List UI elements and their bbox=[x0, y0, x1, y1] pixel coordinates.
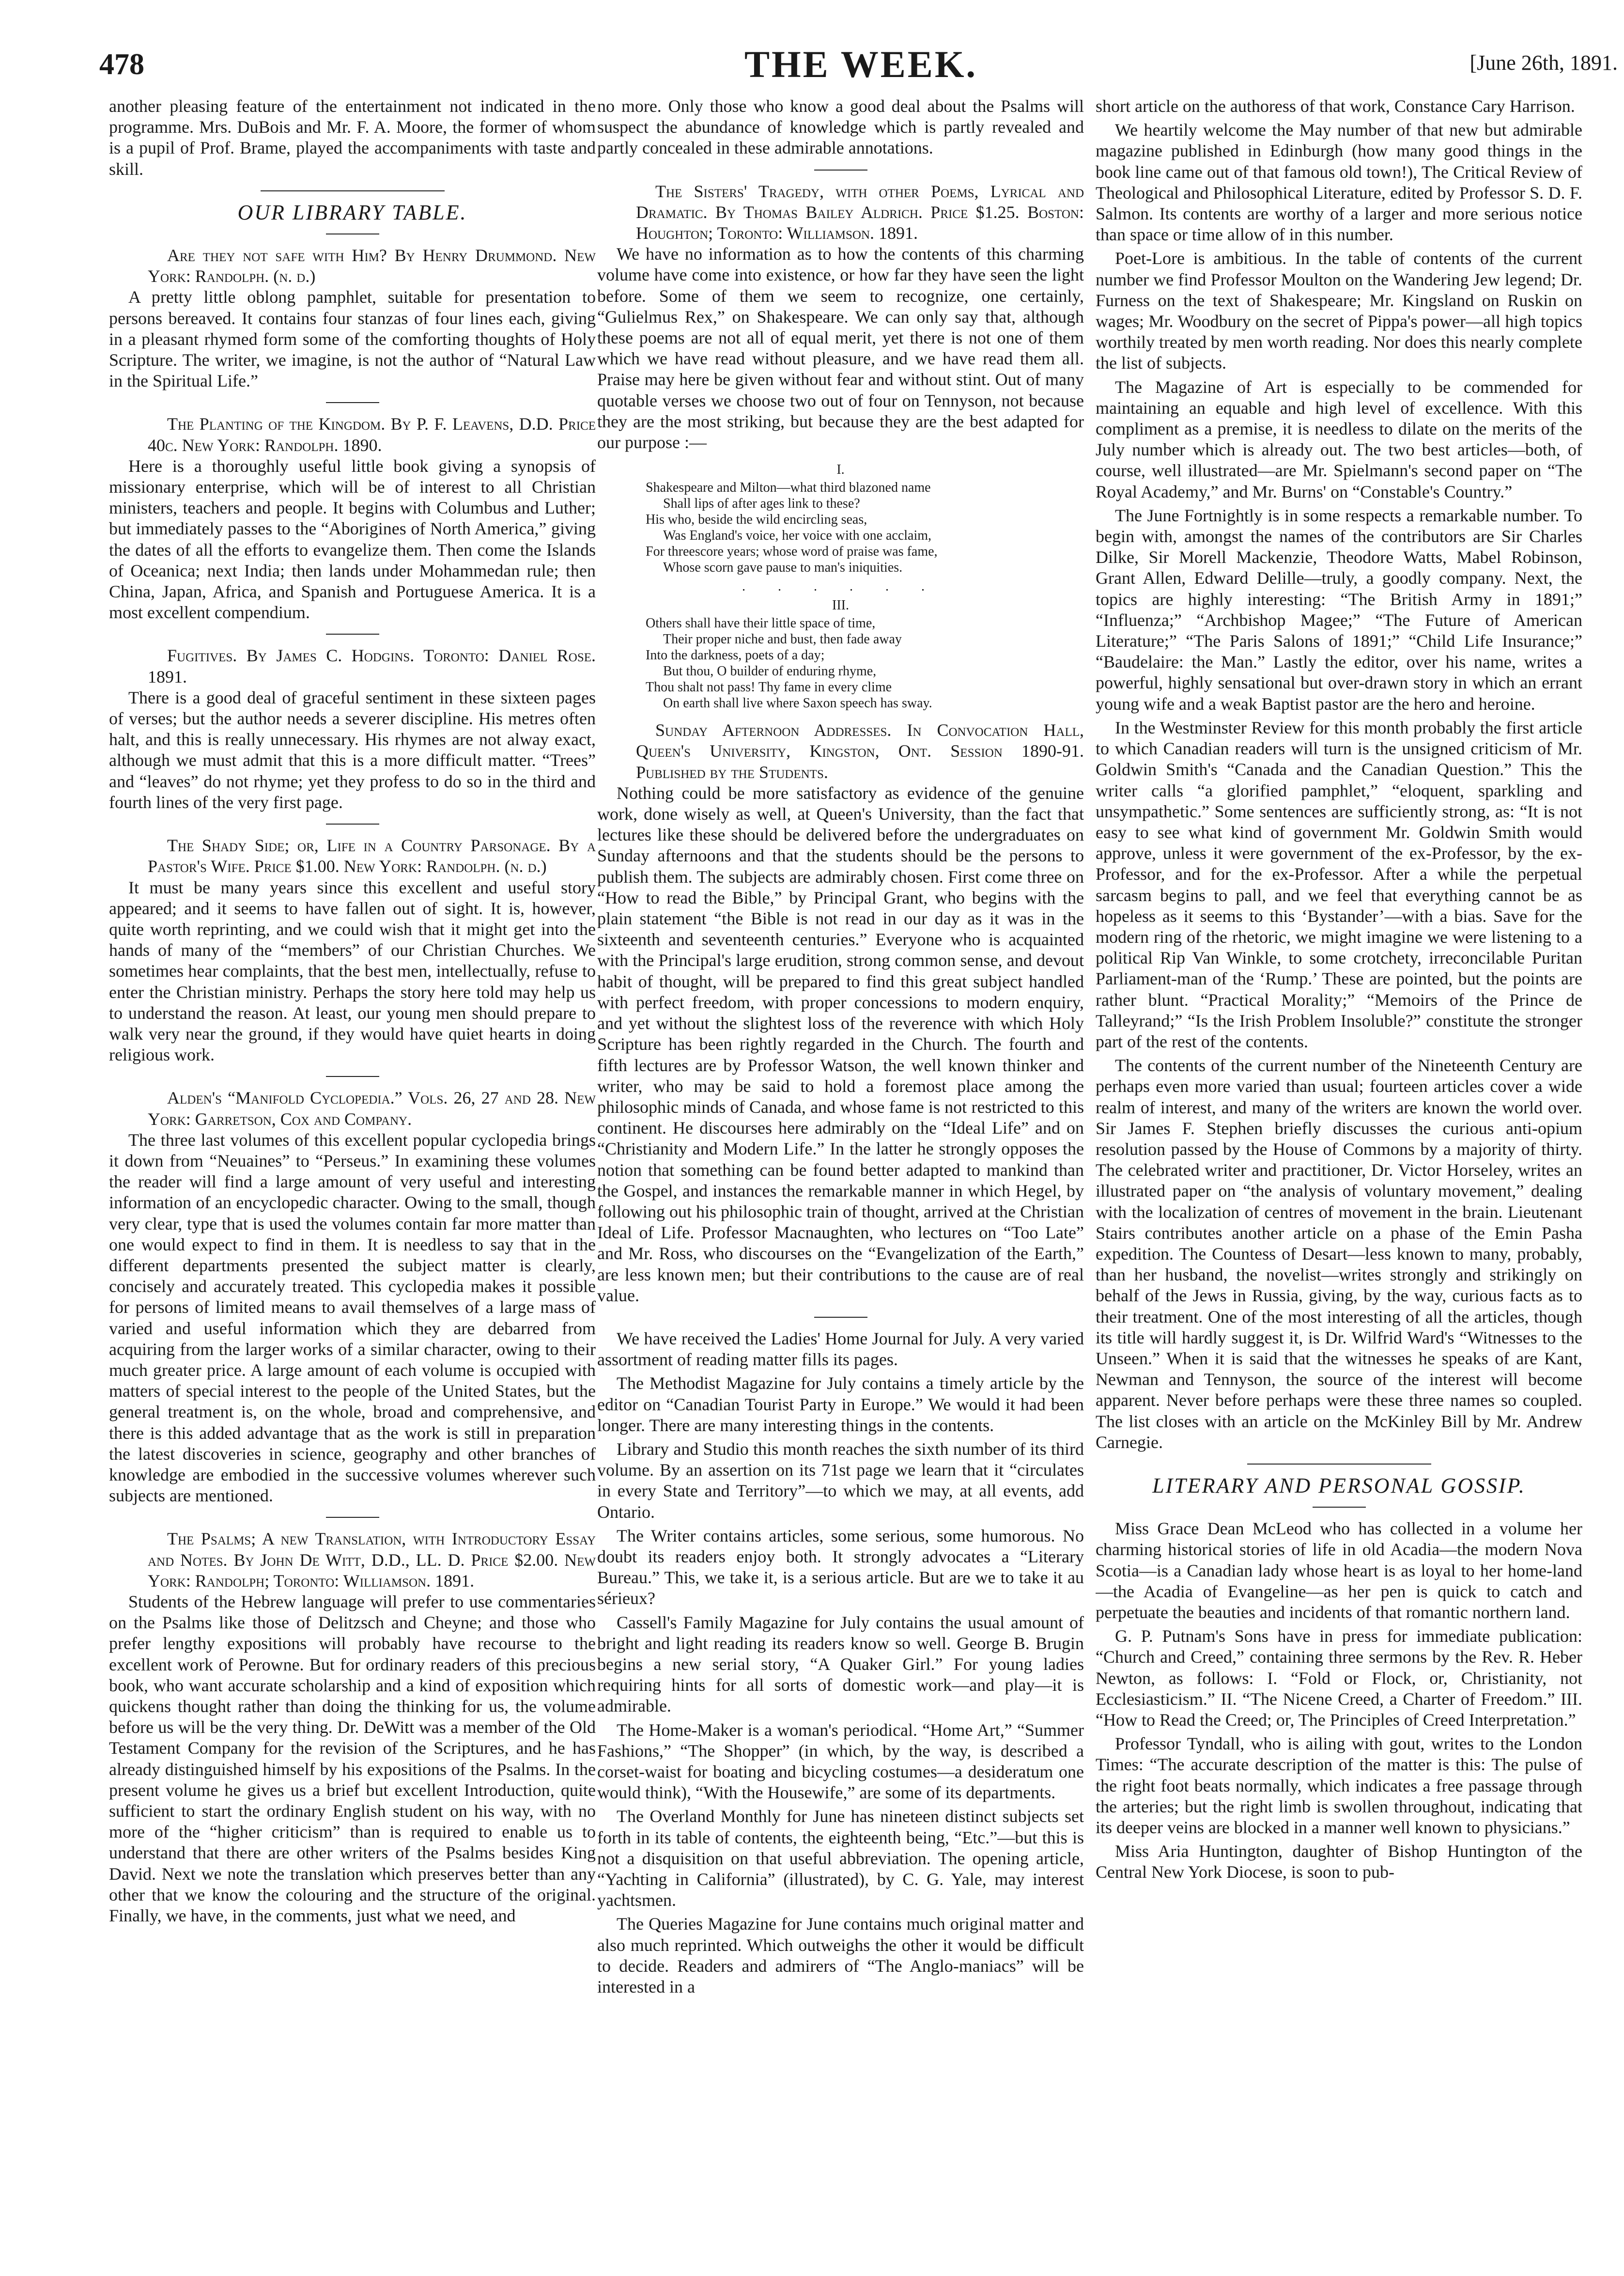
poem-line: Their proper niche and bust, then fade away bbox=[663, 632, 902, 647]
periodical-note: Poet-Lore is ambitious. In the table of contents of the current number we find Professor Moulton on the Wandering Jew legend; Dr. Furness on the text of Shakespeare; Mr. Kingsland on Ruskin on wages; Mr. Woodbury on the secret of Pippa's power—all high topics worthily treated by men worth reading. Nor does this nearly complete the list of subjects. bbox=[1096, 249, 1582, 373]
review-head: The Planting of the Kingdom. By P. F. Leavens, D.D. Price 40c. New York: Randolph. 1890. bbox=[148, 414, 596, 455]
poem-line: But thou, O builder of enduring rhyme, bbox=[663, 664, 877, 679]
gossip-item: Miss Grace Dean McLeod who has collected in a volume her charming historical stories of life in old Acadia—the modern Nova Scotia—is a Canadian lady whose heart is as loyal to her home-land—the Acadia of Evangeline—as her pen is quick to catch and perpetuate the beauties and incidents of that romantic northern land. bbox=[1096, 1519, 1582, 1622]
poem-line: Shall lips of after ages link to these? bbox=[663, 496, 860, 512]
periodical-note: The Home-Maker is a woman's periodical. “Home Art,” “Summer Fashions,” “The Shopper” (in which, by the way, is described a corset-waist for boating and bicycling costumes—a desideratum one would think), “With the Housewife,” are some of its departments. bbox=[597, 1720, 1084, 1803]
periodical-note: The June Fortnightly is in some respects a remarkable number. To begin with, amongst the names of the contributors are Sir Charles Dilke, Sir Morell Mackenzie, Theodore Watts, Mabel Robinson, Grant Allen, Edward Delille—truly, a goodly company. Next, the topics are highly interesting: “The British Army in 1891;” “Influenza;” “Archbishop Magee;” “The Future of American Literature;” “The Paris Salons of 1891;” “Child Life Insurance;” “Baudelaire: the Man.” Lastly the editor, over his name, writes a powerful, highly sensational but over-drawn story in which an errant young wife and a weak Baptist pastor are the hero and heroine. bbox=[1096, 505, 1582, 714]
review-head: The Psalms; A new Translation, with Introductory Essay and Notes. By John De Witt, D.D., LL. D. Price $2.00. New York: Randolph; Toronto: Williamson. 1891. bbox=[148, 1529, 596, 1590]
psalms-review-continued: no more. Only those who know a good deal about the Psalms will suspect the abundance of knowledge which is partly revealed and partly concealed in these admirable annotations. bbox=[597, 96, 1084, 158]
newspaper-title: THE WEEK. bbox=[744, 43, 978, 85]
poem-line: On earth shall live where Saxon speech has sway. bbox=[663, 696, 932, 711]
review-head: The Sisters' Tragedy, with other Poems, Lyrical and Dramatic. By Thomas Bailey Aldrich. Price $1.25. Boston: Houghton; Toronto: Williamson. 1891. bbox=[636, 181, 1084, 243]
poem-line: Thou shalt not pass! Thy fame in every clime bbox=[646, 680, 892, 695]
gossip-item: G. P. Putnam's Sons have in press for immediate publication: “Church and Creed,” containing three sermons by the Rev. R. Heber Newton, as follows: I. “Fold or Flock, or, Christianity, not Ecclesiasticism.” II. “The Nicene Creed, a Charter of Freedom.” III. “How to Read the Creed; or, The Principles of Creed Interpretation.” bbox=[1096, 1626, 1582, 1730]
review-body: We have no information as to how the contents of this charming volume have come into existence, or how far they have seen the light before. Some of them we seem to recognize, one certainly, “Gulielmus Rex,” on Shakespeare. We can only say that, although these poems are not all of equal merit, yet there is not one of them which we have read without pleasure, and we have read them all. Praise may here be given without fear and without stint. Out of many quotable verses we choose two out of four on Tennyson, not because they are the most striking, but because they are the best adapted for our purpose :— bbox=[597, 244, 1084, 452]
poem-line: His who, beside the wild encircling seas, bbox=[646, 512, 867, 528]
periodical-note: The Methodist Magazine for July contains a timely article by the editor on “Canadian Tourist Party in Europe.” We would it had been longer. There are many interesting things in the contents. bbox=[597, 1373, 1084, 1435]
periodical-note: We heartily welcome the May number of that new but admirable magazine published in Edinburgh (how many good things in the book line came out of that famous old town!), The Critical Review of Theological and Philosophical Literature, edited by Professor S. D. F. Salmon. Its contents are worthy of a larger and more serious notice than space or time allow of in this number. bbox=[1096, 120, 1582, 245]
review-drummond bbox=[109, 245, 596, 391]
section-title-library-table: OUR LIBRARY TABLE. bbox=[237, 200, 467, 224]
periodical-note: The Magazine of Art is especially to be commended for maintaining an equable and high level of excellence. With this compliment as a premise, it is needless to dilate on the merits of the July number which is already out. The two best articles—both, of course, well illustrated—are Mr. Spielmann's second paper on “The Royal Academy,” and Mr. Burns' on “Constable's Country.” bbox=[1096, 377, 1582, 501]
masthead bbox=[99, 43, 1623, 96]
intro-paragraph: another pleasing feature of the entertainment not indicated in the programme. Mrs. DuBois and Mr. F. A. Moore, the former of whom is a pupil of Prof. Brame, played the accompaniments with taste and skill. bbox=[109, 96, 596, 179]
section-divider bbox=[261, 190, 445, 191]
review-fugitives bbox=[109, 645, 596, 813]
review-body: There is a good deal of graceful sentiment in these sixteen pages of verses; but the author needs a severer discipline. His metres often halt, and this is really unnecessary. His rhymes are not alway exact, although we must admit that this is a more difficult matter. “Trees” and “leaves” do not rhyme; yet they profess to do so in the third and fourth lines of the very first page. bbox=[109, 687, 596, 812]
periodical-note: short article on the authoress of that work, Constance Cary Harrison. bbox=[1096, 96, 1575, 116]
review-body: It must be many years since this excellent and useful story appeared; and it seems to have fallen out of sight. It is, however, quite worth reprinting, and we could wish that it might get into the hands of many of the “members” of our Christian Churches. We sometimes hear complaints, that the best men, intellectually, refuse to enter the Christian ministry. Perhaps the story here told may help us to understand the reason. At least, our young men should prepare to walk very near the ground, if they would have quiet hearts in doing religious work. bbox=[109, 877, 596, 1065]
poem-line: Others shall have their little space of time, bbox=[646, 616, 876, 631]
review-sisters-tragedy bbox=[597, 181, 1084, 453]
issue-date: [June 26th, 1891. bbox=[1469, 51, 1618, 75]
review-head: The Shady Side; or, Life in a Country Parsonage. By a Pastor's Wife. Price $1.00. New York: Randolph. (n. d.) bbox=[148, 836, 596, 876]
column-3 bbox=[1096, 96, 1582, 2266]
review-divider bbox=[326, 402, 379, 403]
review-head: Alden's “Manifold Cyclopedia.” Vols. 26, 27 and 28. New York: Garretson, Cox and Company. bbox=[148, 1088, 596, 1129]
section-title-gossip: LITERARY AND PERSONAL GOSSIP. bbox=[1152, 1474, 1526, 1497]
review-sunday-addresses bbox=[597, 720, 1084, 1306]
review-divider bbox=[814, 170, 867, 171]
section-underline bbox=[1313, 1507, 1366, 1508]
periodical-note: Library and Studio this month reaches the sixth number of its third volume. By an assertion on its 71st page we learn that it “circulates in every State and Territory”—to which we may, at all events, add Ontario. bbox=[597, 1439, 1084, 1522]
periodical-note: The Overland Monthly for June has nineteen distinct subjects set forth in its table of contents, the eighteenth being, “Etc.”—but this is not a disquisition on that useful abbreviation. The opening article, “Yachting in California” (illustrated), by C. G. Yale, may interest yachtsmen. bbox=[597, 1807, 1084, 1910]
review-divider bbox=[814, 1317, 867, 1318]
section-divider bbox=[1247, 1464, 1431, 1465]
review-body: Here is a thoroughly useful little book giving a synopsis of missionary enterprise, which will be of interest to all Christian ministers, teachers and people. It begins with Columbus and Luther; but immediately passes to the “Aborigines of North America,” giving the dates of all the efforts to evangelize them. Then come the Islands of Oceanica; next India; then lands under Mohammedan rule; then China, Japan, Africa, and Spanish and Portuguese America. It is a most excellent compendium. bbox=[109, 456, 596, 623]
stanza-number: I. bbox=[836, 462, 845, 478]
review-head: Sunday Afternoon Addresses. In Convocation Hall, Queen's University, Kingston, Ont. Session 1890-91. Published by the Students. bbox=[636, 720, 1084, 782]
review-head: Are they not safe with Him? By Henry Drummond. New York: Randolph. (n. d.) bbox=[148, 246, 596, 286]
review-divider bbox=[326, 824, 379, 825]
review-divider bbox=[326, 1076, 379, 1077]
review-body: A pretty little oblong pamphlet, suitable for presentation to persons bereaved. It contains four stanzas of four lines each, giving in a pleasant rhymed form some of the comforting thoughts of Holy Scripture. The writer, we imagine, is not the author of “Natural Law in the Spiritual Life.” bbox=[109, 287, 596, 391]
poem-line: Into the darkness, poets of a day; bbox=[646, 648, 825, 663]
column-1 bbox=[109, 96, 596, 2266]
review-manifold-cyclopedia bbox=[109, 1088, 596, 1506]
review-divider bbox=[326, 634, 379, 635]
periodical-note: In the Westminster Review for this month probably the first article to which Canadian readers will turn is the unsigned criticism of Mr. Goldwin Smith's “Canada and the Canadian Question.” This the writer calls “a glorified pamphlet,” “eloquent, sparkling and unsympathetic.” Some sentences are sufficiently strong, as: “It is not easy to see what kind of government Mr. Goldwin Smith would approve, unless it were government of the ex-Professor, by the ex-Professor, and for the ex-Professor. After a while the perpetual sarcasm begins to pall, and we feel that everything cannot be as hopeless as it seems to this ‘Bystander’—with a bias. Save for the modern ring of the rhetoric, we might imagine we were listening to a political Rip Van Winkle, to some crotchety, irreconcilable Puritan Parliament-man of the ‘Rump.’ These are pointed, but the points are rather blunt. “Practical Morality;” “Memoirs of the Prince de Talleyrand;” “Is the Irish Problem Insoluble?” constitute the stronger part of the rest of the contents. bbox=[1096, 717, 1582, 1051]
ellipsis-dots: . . . . . . bbox=[742, 579, 939, 594]
review-psalms bbox=[109, 1528, 596, 1926]
poem-line: Whose scorn gave pause to man's iniquities. bbox=[663, 560, 903, 576]
review-shady-side bbox=[109, 835, 596, 1065]
poem-quotation bbox=[646, 462, 1084, 711]
review-body: Nothing could be more satisfactory as evidence of the genuine work, done wisely as well, at Queen's University, than the fact that lectures like these should be delivered before the undergraduates on Sunday afternoons and that the students should be the persons to publish them. The subjects are admirably chosen. First come three on “How to read the Bible,” by Principal Grant, who begins with the plain statement “the Bible is not read in our day as it was in the sixteenth and seventeenth centuries.” Everyone who is acquainted with the Principal's large erudition, strong common sense, and devout habit of thought, will be prepared to find this great subject handled with perfect freedom, with proper concessions to modern enquiry, and yet without the slightest loss of the reverence with which Holy Scripture has been rightly regarded in the Church. The fourth and fifth lectures are by Professor Watson, the well known thinker and writer, who may be said to hold a foremost place among the philosophic minds of Canada, and whose fame is not restricted to this continent. He discourses here admirably on the “Ideal Life” and on “Christianity and Modern Life.” In the latter he strongly opposes the notion that something can be found better adapted to mankind than the Gospel, and instances the remarkable manner in which Hegel, by following out his philosophic train of thought, arrived at the Christian Ideal of Life. Professor Macnaughten, who lectures on “Too Late” and Mr. Ross, who discourses on the “Evangelization of the Earth,” are less known men; but their contributions to the cause are of real value. bbox=[597, 783, 1084, 1305]
stanza-number: III. bbox=[832, 598, 849, 613]
periodical-note: The contents of the current number of the Nineteenth Century are perhaps even more varied than usual; fourteen articles cover a wide realm of interest, and many of the writers are known the world over. Sir James F. Stephen briefly discusses the curious anti-opium resolution passed by the House of Commons by a majority of thirty. The celebrated writer and practitioner, Dr. Victor Horseley, writes an illustrated paper on “the analysis of voluntary movement,” dealing with the localization of centres of movement in the brain. Lieutenant Stairs contributes another article on a phase of the Emin Pasha expedition. The Countess of Desart—less known to many, probably, than her husband, the novelist—writes strongly and strikingly on behalf of the Jews in Russia, giving, by the way, curious facts as to their treatment. One of the most interesting of all the articles, though its title will hardly suggest it, is Dr. Wilfrid Ward's “Witnesses to the Unseen.” When it is said that the witnesses he speaks of are Kant, Newman and Tennyson, the source of the interest will become apparent. Never before perhaps were these three names so coupled. The list closes with an article on the McKinley Bill by Mr. Andrew Carnegie. bbox=[1096, 1056, 1582, 1452]
page-number: 478 bbox=[99, 48, 144, 81]
gossip-item: Miss Aria Huntington, daughter of Bishop Huntington of the Central New York Diocese, is soon to pub- bbox=[1096, 1841, 1582, 1882]
column-2 bbox=[597, 96, 1084, 2266]
review-head: Fugitives. By James C. Hodgins. Toronto: Daniel Rose. 1891. bbox=[148, 646, 596, 686]
review-planting-kingdom bbox=[109, 414, 596, 623]
periodical-note: The Writer contains articles, some serious, some humorous. No doubt its readers enjoy both. It strongly advocates a “Literary Bureau.” This, we take it, is a serious article. But are we to take it au sérieux? bbox=[597, 1526, 1084, 1608]
periodical-note: Cassell's Family Magazine for July contains the usual amount of bright and light reading its readers know so well. George B. Brugin begins a new serial story, “A Quaker Girl.” For young ladies requiring hints for all sorts of domestic work—and play—it is admirable. bbox=[597, 1612, 1084, 1716]
review-body: The three last volumes of this excellent popular cyclopedia brings it down from “Neuaines” to “Perseus.” In examining these volumes the reader will find a large amount of very useful and interesting information of an encyclopedic character. Owing to the small, though very clear, type that is used the volumes contain far more matter than one would expect to find in them. It is needless to say that in the different departments presented the subject matter is clearly, concisely and accurately treated. This cyclopedia makes it possible for persons of limited means to avail themselves of a large mass of varied and useful information which they are debarred from acquiring from the larger works of a similar character, owing to their much greater price. A large amount of each volume is occupied with matters of special interest to the people of the United States, but the general treatment is, on the whole, broad and comprehensive, and there is this added advantage that as the work is still in preparation the latest discoveries in science, geography and other branches of knowledge are embodied in the successive volumes wherever such subjects are mentioned. bbox=[109, 1130, 596, 1506]
poem-line: Was England's voice, her voice with one acclaim, bbox=[663, 528, 932, 544]
poem-line: Shakespeare and Milton—what third blazoned name bbox=[646, 480, 931, 496]
review-divider bbox=[326, 1517, 379, 1518]
periodical-note: We have received the Ladies' Home Journal for July. A very varied assortment of reading matter fills its pages. bbox=[597, 1328, 1084, 1370]
periodical-note: The Queries Magazine for June contains much original matter and also much reprinted. Which outweighs the other it would be difficult to decide. Readers and admirers of “The Anglo-maniacs” will be interested in a bbox=[597, 1914, 1084, 1997]
gossip-item: Professor Tyndall, who is ailing with gout, writes to the London Times: “The accurate description of the matter is this: The pulse of the right foot beats normally, which indicates a free passage through the arteries; but the right limb is swollen throughout, indicating that its deeper veins are blocked in a manner well known to physicians.” bbox=[1096, 1734, 1582, 1838]
poem-line: For threescore years; whose word of praise was fame, bbox=[646, 544, 938, 560]
review-body: Students of the Hebrew language will prefer to use commentaries on the Psalms like those of Delitzsch and Cheyne; and those who prefer lengthy expositions will probably have recourse to the excellent work of Perowne. But for ordinary readers of this precious book, who want accurate scholarship and a kind of exposition which quickens thought rather than doing the thinking for us, the volume before us will be the very thing. Dr. DeWitt was a member of the Old Testament Company for the revision of the Scriptures, and he has already distinguished himself by his expositions of the Psalms. In the present volume he gives us a brief but excellent Introduction, quite sufficient to start the ordinary English student on his way, with no more of the “higher criticism” than is required to enable us to understand that there are other writers of the Psalms besides King David. Next we note the translation which preserves better than any other that we know the colouring and the structure of the original. Finally, we have, in the comments, just what we need, and bbox=[109, 1592, 596, 1926]
